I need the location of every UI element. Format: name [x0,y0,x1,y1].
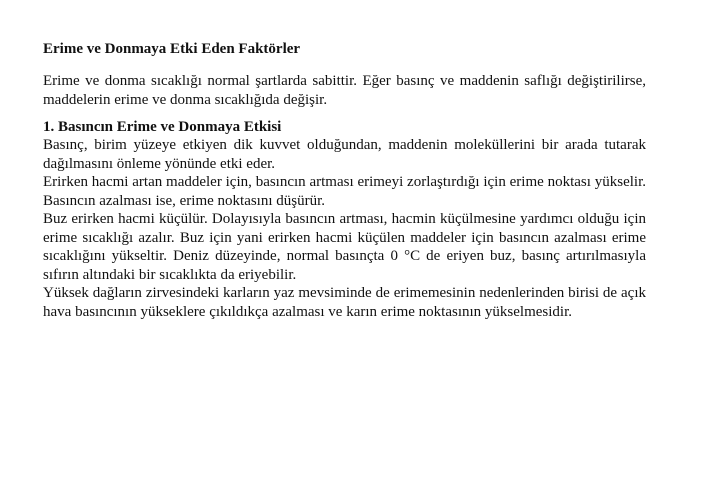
paragraph-ice: Buz erirken hacmi küçülür. Dolayısıyla basıncın artması, hacmin küçülmesine yardımcı olduğu için erime sıcaklığı azalır. Buz için yani erirken hacmi küçülen maddeler için basıncın azalması erime sıcaklığını yükseltir. Deniz düzeyinde, normal basınçta 0 °C de eriyen buz, basınç artırılmasıyla sıfırın altındaki bir sıcaklıkta da eriyebilir. [43,211,646,283]
paragraph-mountain-snow: Yüksek dağların zirvesindeki karların yaz mevsiminde de erimemesinin nedenlerinden birisi de açık hava basıncının yükseklere çıkıldıkça azalması ve karın erime noktasının yükselmesidir. [43,285,646,320]
section-heading: 1. Basıncın Erime ve Donmaya Etkisi [43,119,282,135]
intro-paragraph: Erime ve donma sıcaklığı normal şartlarda sabittir. Eğer basınç ve maddenin saflığı değiştirilirse, maddelerin erime ve donma sıcaklığıda değişir. [43,73,646,108]
document-title: Erime ve Donmaya Etki Eden Faktörler [43,41,301,57]
paragraph-pressure-definition: Basınç, birim yüzeye etkiyen dik kuvvet olduğundan, maddenin moleküllerini bir arada tutarak dağılmasını önleme yönünde etki eder. [43,137,646,172]
document-page [43,40,646,321]
paragraph-expanding-substances: Erirken hacmi artan maddeler için, basıncın artması erimeyi zorlaştırdığı için erime noktası yükselir. Basıncın azalması ise, erime noktasını düşürür. [43,174,646,209]
